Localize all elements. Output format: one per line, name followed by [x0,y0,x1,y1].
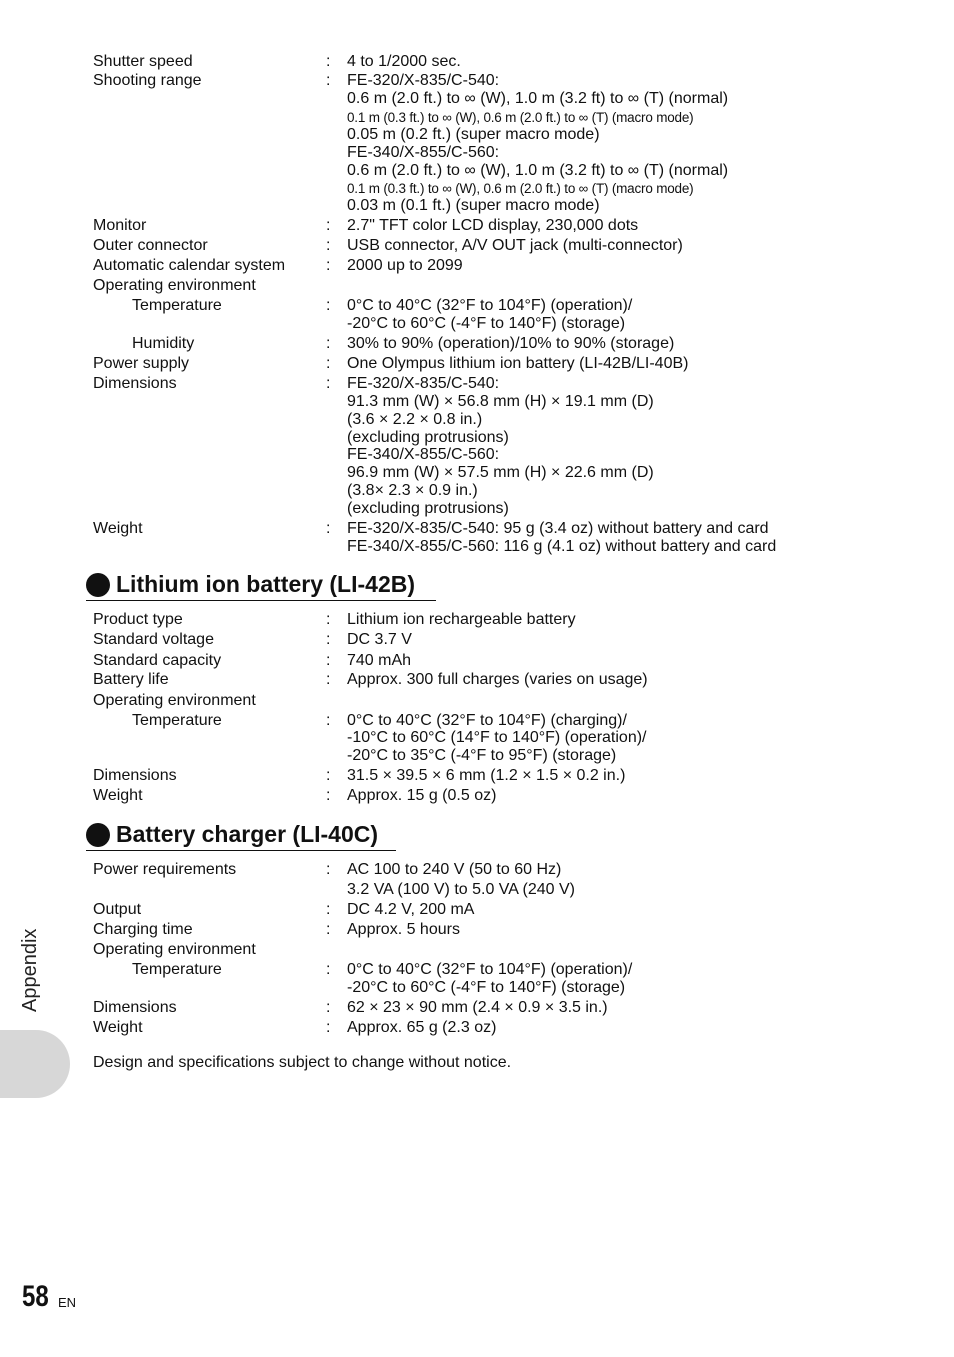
spec-label: Shooting range [93,72,202,89]
colon: : [326,671,331,688]
spec-label: Automatic calendar system [93,257,286,274]
spec-value: FE-340/X-855/C-560: [347,144,500,161]
spec-label: Humidity [132,335,195,352]
spec-label: Output [93,901,142,918]
spec-value: -20°C to 60°C (-4°F to 140°F) (storage) [347,979,626,996]
colon: : [326,217,331,234]
spec-value: USB connector, A/V OUT jack (multi-connector) [347,237,683,254]
colon: : [326,335,331,352]
spec-value: AC 100 to 240 V (50 to 60 Hz) [347,861,562,878]
colon: : [326,237,331,254]
spec-value: 0.6 m (2.0 ft.) to ∞ (W), 1.0 m (3.2 ft) to ∞ (T) (normal) [347,162,729,179]
spec-value: Approx. 300 full charges (varies on usage) [347,671,648,688]
spec-label: Weight [93,1019,143,1036]
bullet-circle-icon [86,573,110,597]
colon: : [326,712,331,729]
bullet-circle-icon [86,823,110,847]
spec-label: Shutter speed [93,53,193,70]
colon: : [326,53,331,70]
spec-value: 0.03 m (0.1 ft.) (super macro mode) [347,197,600,214]
spec-value: 31.5 × 39.5 × 6 mm (1.2 × 1.5 × 0.2 in.) [347,767,626,784]
footnote: Design and specifications subject to change without notice. [93,1054,512,1071]
colon: : [326,355,331,372]
spec-value: 96.9 mm (W) × 57.5 mm (H) × 22.6 mm (D) [347,464,654,481]
section-heading-battery [86,570,436,601]
section-heading-charger [86,820,396,851]
spec-value: Approx. 65 g (2.3 oz) [347,1019,497,1036]
spec-label: Dimensions [93,375,177,392]
spec-value: (excluding protrusions) [347,500,509,517]
section-title: Lithium ion battery (LI-42B) [116,571,415,597]
colon: : [326,297,331,314]
spec-value: 740 mAh [347,652,412,669]
language-code: EN [58,1295,77,1310]
spec-label: Dimensions [93,999,177,1016]
colon: : [326,1019,331,1036]
colon: : [326,257,331,274]
colon: : [326,652,331,669]
spec-label: Charging time [93,921,193,938]
colon: : [326,520,331,537]
spec-value: 4 to 1/2000 sec. [347,53,461,70]
spec-label: Outer connector [93,237,208,254]
spec-label: Standard capacity [93,652,222,669]
colon: : [326,767,331,784]
spec-value: FE-320/X-835/C-540: [347,375,500,392]
spec-value: 0.6 m (2.0 ft.) to ∞ (W), 1.0 m (3.2 ft) to ∞ (T) (normal) [347,90,729,107]
spec-value: FE-320/X-835/C-540: [347,72,500,89]
spec-value: Lithium ion rechargeable battery [347,611,576,628]
spec-value: (3.8× 2.3 × 0.9 in.) [347,482,478,499]
spec-value: 0.1 m (0.3 ft.) to ∞ (W), 0.6 m (2.0 ft.) to ∞ (T) (macro mode) [347,181,694,196]
spec-label: Battery life [93,671,169,688]
side-section-label: Appendix [19,928,41,1012]
spec-label: Operating environment [93,941,256,958]
colon: : [326,375,331,392]
spec-label: Standard voltage [93,631,214,648]
colon: : [326,999,331,1016]
spec-value: 0°C to 40°C (32°F to 104°F) (operation)/ [347,961,633,978]
spec-value: 3.2 VA (100 V) to 5.0 VA (240 V) [347,881,575,898]
spec-value: 0°C to 40°C (32°F to 104°F) (operation)/ [347,297,633,314]
spec-label: Operating environment [93,277,256,294]
spec-value: Approx. 15 g (0.5 oz) [347,787,497,804]
section-title: Battery charger (LI-40C) [116,821,379,847]
spec-label: Temperature [132,961,222,978]
spec-value: FE-340/X-855/C-560: 116 g (4.1 oz) without battery and card [347,538,777,555]
spec-value: DC 4.2 V, 200 mA [347,901,475,918]
colon: : [326,861,331,878]
page-number: 58 [22,1280,49,1313]
spec-value: 0.1 m (0.3 ft.) to ∞ (W), 0.6 m (2.0 ft.) to ∞ (T) (macro mode) [347,110,694,125]
spec-label: Monitor [93,217,147,234]
spec-value: -10°C to 60°C (14°F to 140°F) (operation)/ [347,729,647,746]
colon: : [326,611,331,628]
colon: : [326,72,331,89]
spec-value: 0.05 m (0.2 ft.) (super macro mode) [347,126,600,143]
colon: : [326,631,331,648]
spec-value: DC 3.7 V [347,631,412,648]
spec-value: FE-340/X-855/C-560: [347,446,500,463]
spec-value: Approx. 5 hours [347,921,460,938]
spec-label: Dimensions [93,767,177,784]
spec-value: 62 × 23 × 90 mm (2.4 × 0.9 × 3.5 in.) [347,999,608,1016]
spec-label: Temperature [132,297,222,314]
spec-value: 2.7" TFT color LCD display, 230,000 dots [347,217,639,234]
spec-label: Product type [93,611,183,628]
colon: : [326,901,331,918]
spec-value: -20°C to 60°C (-4°F to 140°F) (storage) [347,315,626,332]
spec-value: (excluding protrusions) [347,429,509,446]
spec-value: One Olympus lithium ion battery (LI-42B/LI-40B) [347,355,689,372]
spec-value: (3.6 × 2.2 × 0.8 in.) [347,411,483,428]
spec-label: Weight [93,520,143,537]
spec-value: FE-320/X-835/C-540: 95 g (3.4 oz) without battery and card [347,520,769,537]
side-tab [0,1030,70,1098]
colon: : [326,787,331,804]
colon: : [326,961,331,978]
spec-value: -20°C to 35°C (-4°F to 95°F) (storage) [347,747,617,764]
spec-label: Power supply [93,355,190,372]
spec-value: 0°C to 40°C (32°F to 104°F) (charging)/ [347,712,627,729]
spec-value: 2000 up to 2099 [347,257,463,274]
spec-value: 91.3 mm (W) × 56.8 mm (H) × 19.1 mm (D) [347,393,654,410]
spec-value: 30% to 90% (operation)/10% to 90% (storage) [347,335,675,352]
spec-label: Power requirements [93,861,237,878]
spec-label: Operating environment [93,692,256,709]
colon: : [326,921,331,938]
spec-label: Weight [93,787,143,804]
spec-label: Temperature [132,712,222,729]
